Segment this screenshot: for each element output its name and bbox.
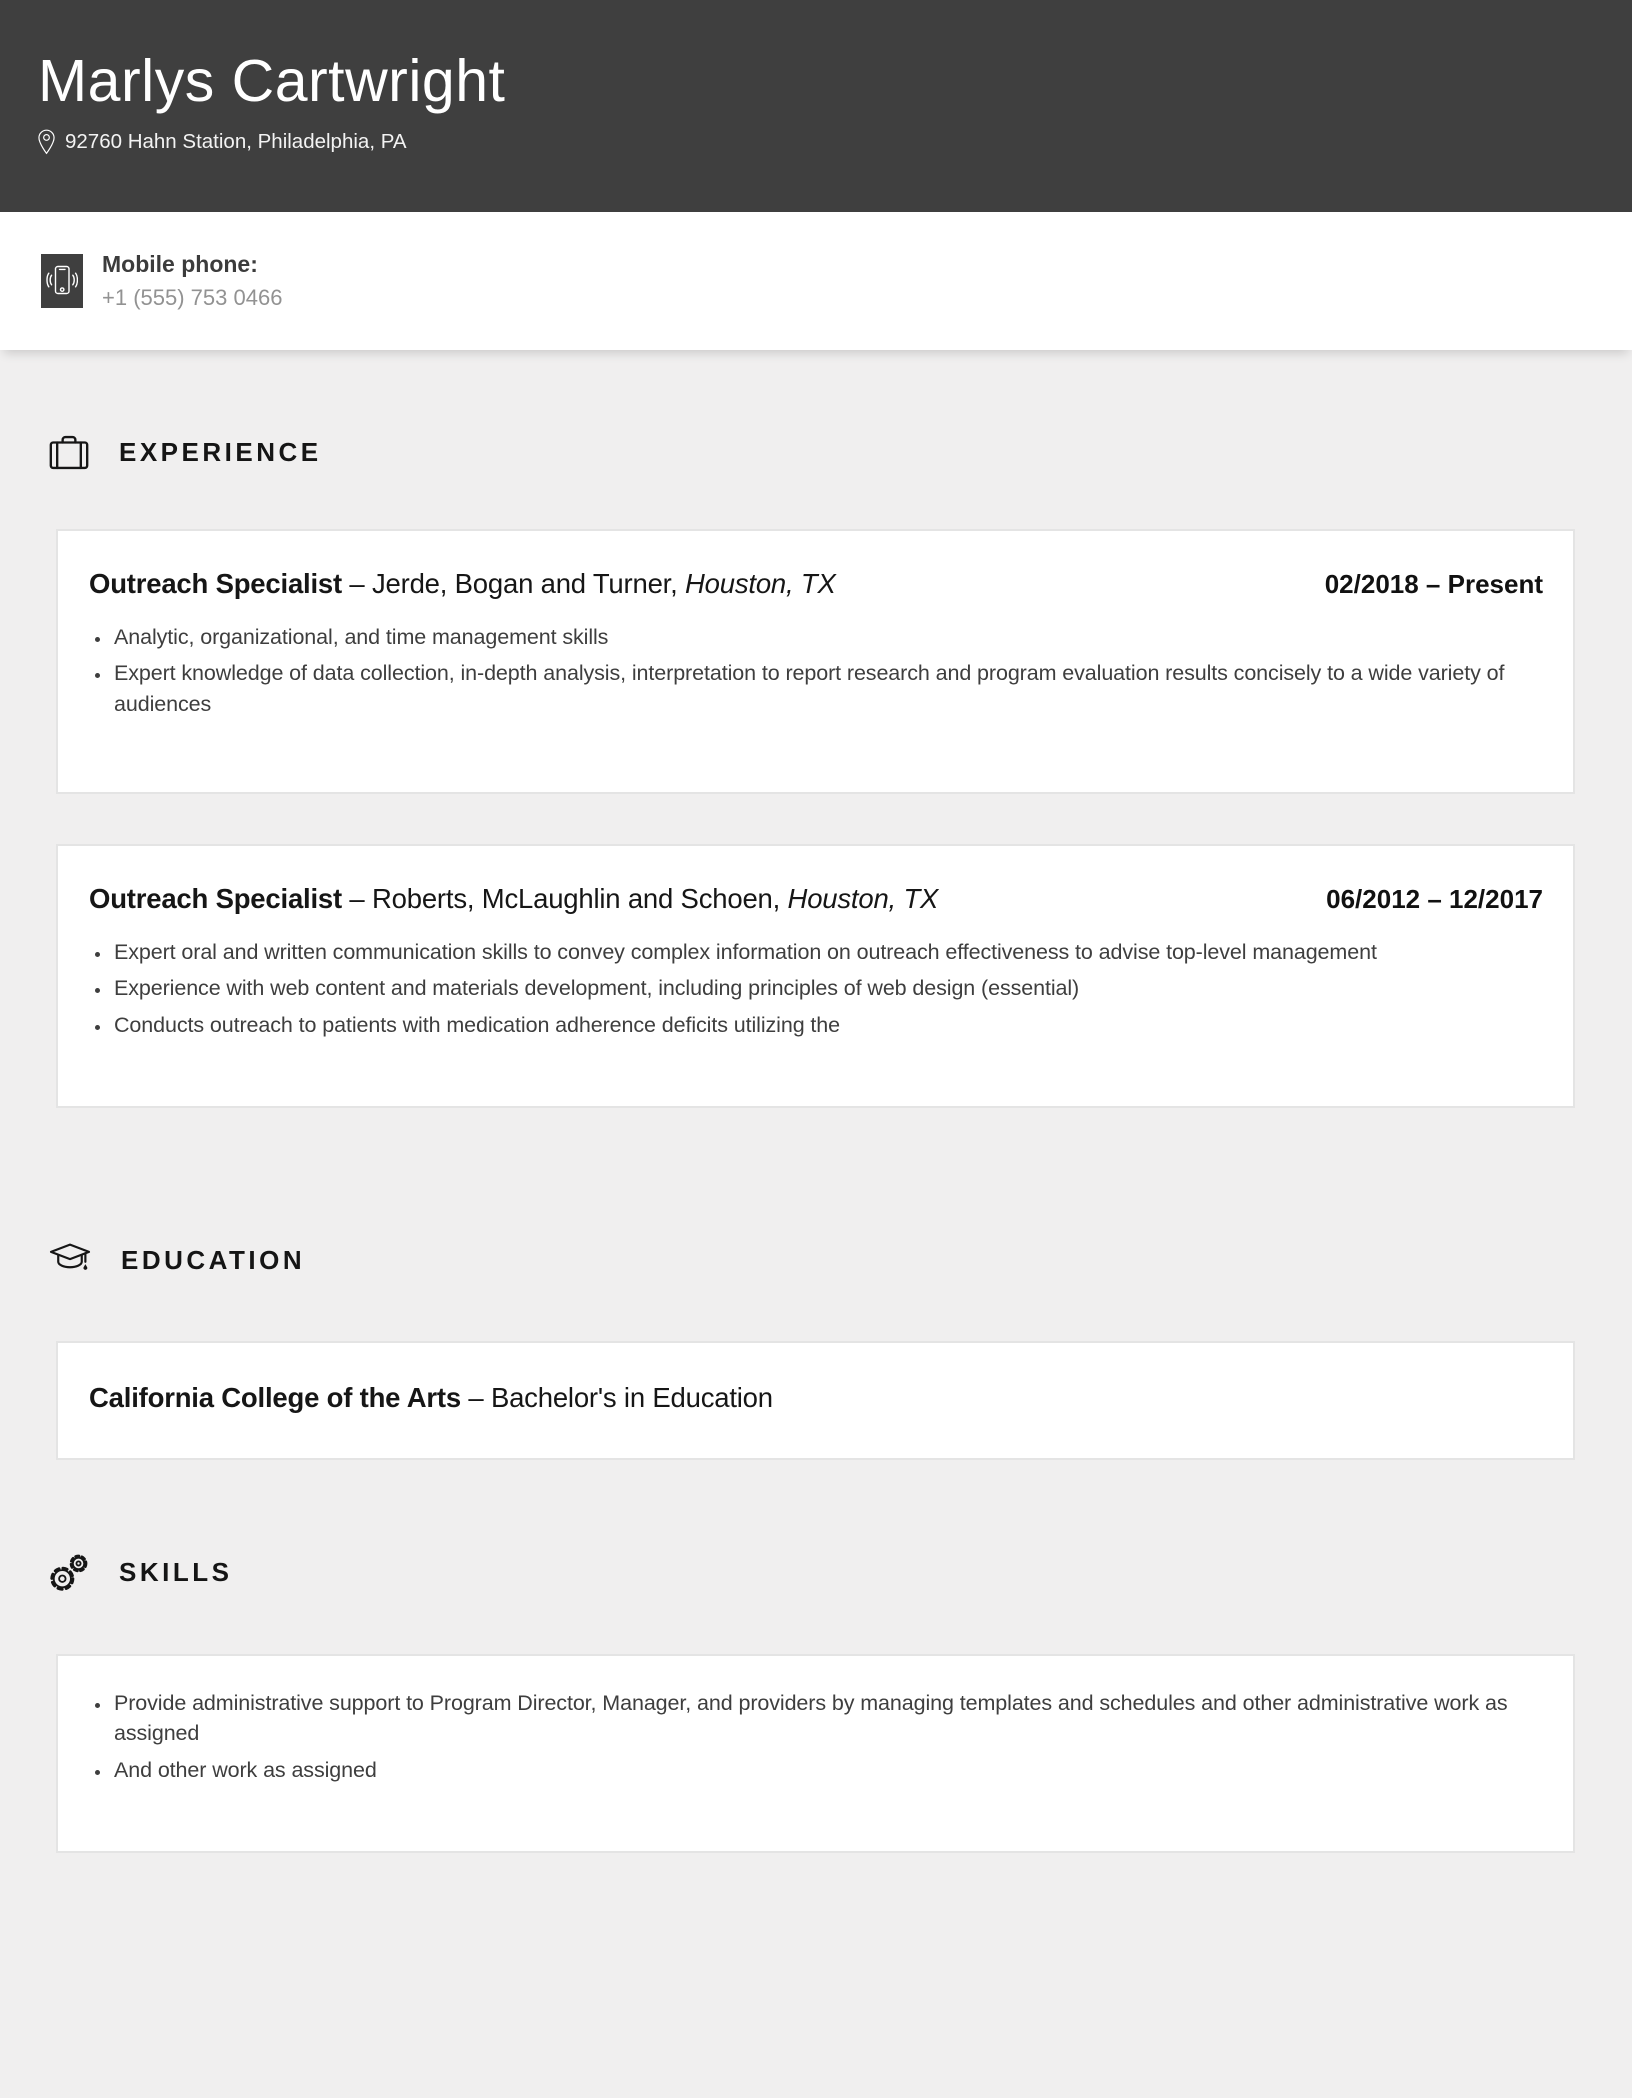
title-separator: – [468, 1382, 484, 1413]
skills-section-heading [49, 1552, 1575, 1594]
mobile-phone-icon [41, 254, 83, 308]
mobile-phone-label: Mobile phone: [102, 251, 258, 277]
header [0, 0, 1632, 212]
school-name: California College of the Arts [89, 1382, 461, 1413]
education-entry [56, 1341, 1575, 1460]
bullet-item: • And other work as assigned [112, 1755, 1532, 1786]
company-name: Roberts, McLaughlin and Schoen, [371, 883, 781, 914]
contact-info [102, 251, 282, 311]
bullet-list [89, 622, 1543, 721]
entry-title-row [89, 565, 1543, 604]
bullet-list [89, 1688, 1543, 1787]
entry-title [89, 880, 938, 919]
experience-entry [56, 844, 1575, 1108]
entry-title [89, 1379, 1543, 1418]
bullet-item: • Provide administrative support to Program Director, Manager, and providers by managing templates and schedules and other administrative work as assigned [112, 1688, 1532, 1750]
job-location: Houston, TX [787, 883, 939, 914]
location-pin-icon [38, 129, 55, 155]
bullet-item: • Analytic, organizational, and time management skills [112, 622, 1532, 653]
skills-section-title: SKILLS [119, 1557, 233, 1587]
candidate-location [38, 129, 1632, 155]
experience-entry [56, 529, 1575, 794]
experience-section-title: EXPERIENCE [119, 437, 322, 467]
job-title: Outreach Specialist [89, 568, 342, 599]
bullet-item: • Expert oral and written communication skills to convey complex information on outreach effectiveness to advise top-level management [112, 937, 1532, 968]
degree-name: Bachelor's in Education [490, 1382, 773, 1413]
graduation-cap-icon [49, 1241, 91, 1279]
job-title: Outreach Specialist [89, 883, 342, 914]
entry-title [89, 565, 836, 604]
education-section-title: EDUCATION [121, 1244, 306, 1275]
bullet-item: • Experience with web content and materials development, including principles of web design (essential) [112, 973, 1532, 1004]
gears-icon [49, 1552, 89, 1594]
briefcase-icon [49, 434, 89, 471]
job-location: Houston, TX [685, 568, 836, 599]
bullet-list [89, 937, 1543, 1042]
skills-card [56, 1654, 1575, 1853]
title-separator: – [349, 883, 365, 914]
entry-title-row [89, 880, 1543, 919]
date-range: 02/2018 – Present [1324, 569, 1543, 599]
resume-body [0, 434, 1632, 1853]
candidate-name: Marlys Cartwright [38, 48, 506, 114]
company-name: Jerde, Bogan and Turner, [371, 568, 678, 599]
date-range: 06/2012 – 12/2017 [1326, 884, 1543, 914]
education-section-heading [49, 1241, 1575, 1279]
mobile-phone-number: +1 (555) 753 0466 [102, 285, 283, 310]
candidate-address: 92760 Hahn Station, Philadelphia, PA [65, 129, 407, 153]
bullet-item: • Expert knowledge of data collection, in-depth analysis, interpretation to report research and program evaluation results concisely to a wide variety of audiences [112, 658, 1532, 720]
bullet-item: • Conducts outreach to patients with medication adherence deficits utilizing the [112, 1010, 1532, 1041]
experience-section-heading [49, 434, 1575, 471]
title-separator: – [349, 568, 365, 599]
contact-band [0, 212, 1632, 350]
